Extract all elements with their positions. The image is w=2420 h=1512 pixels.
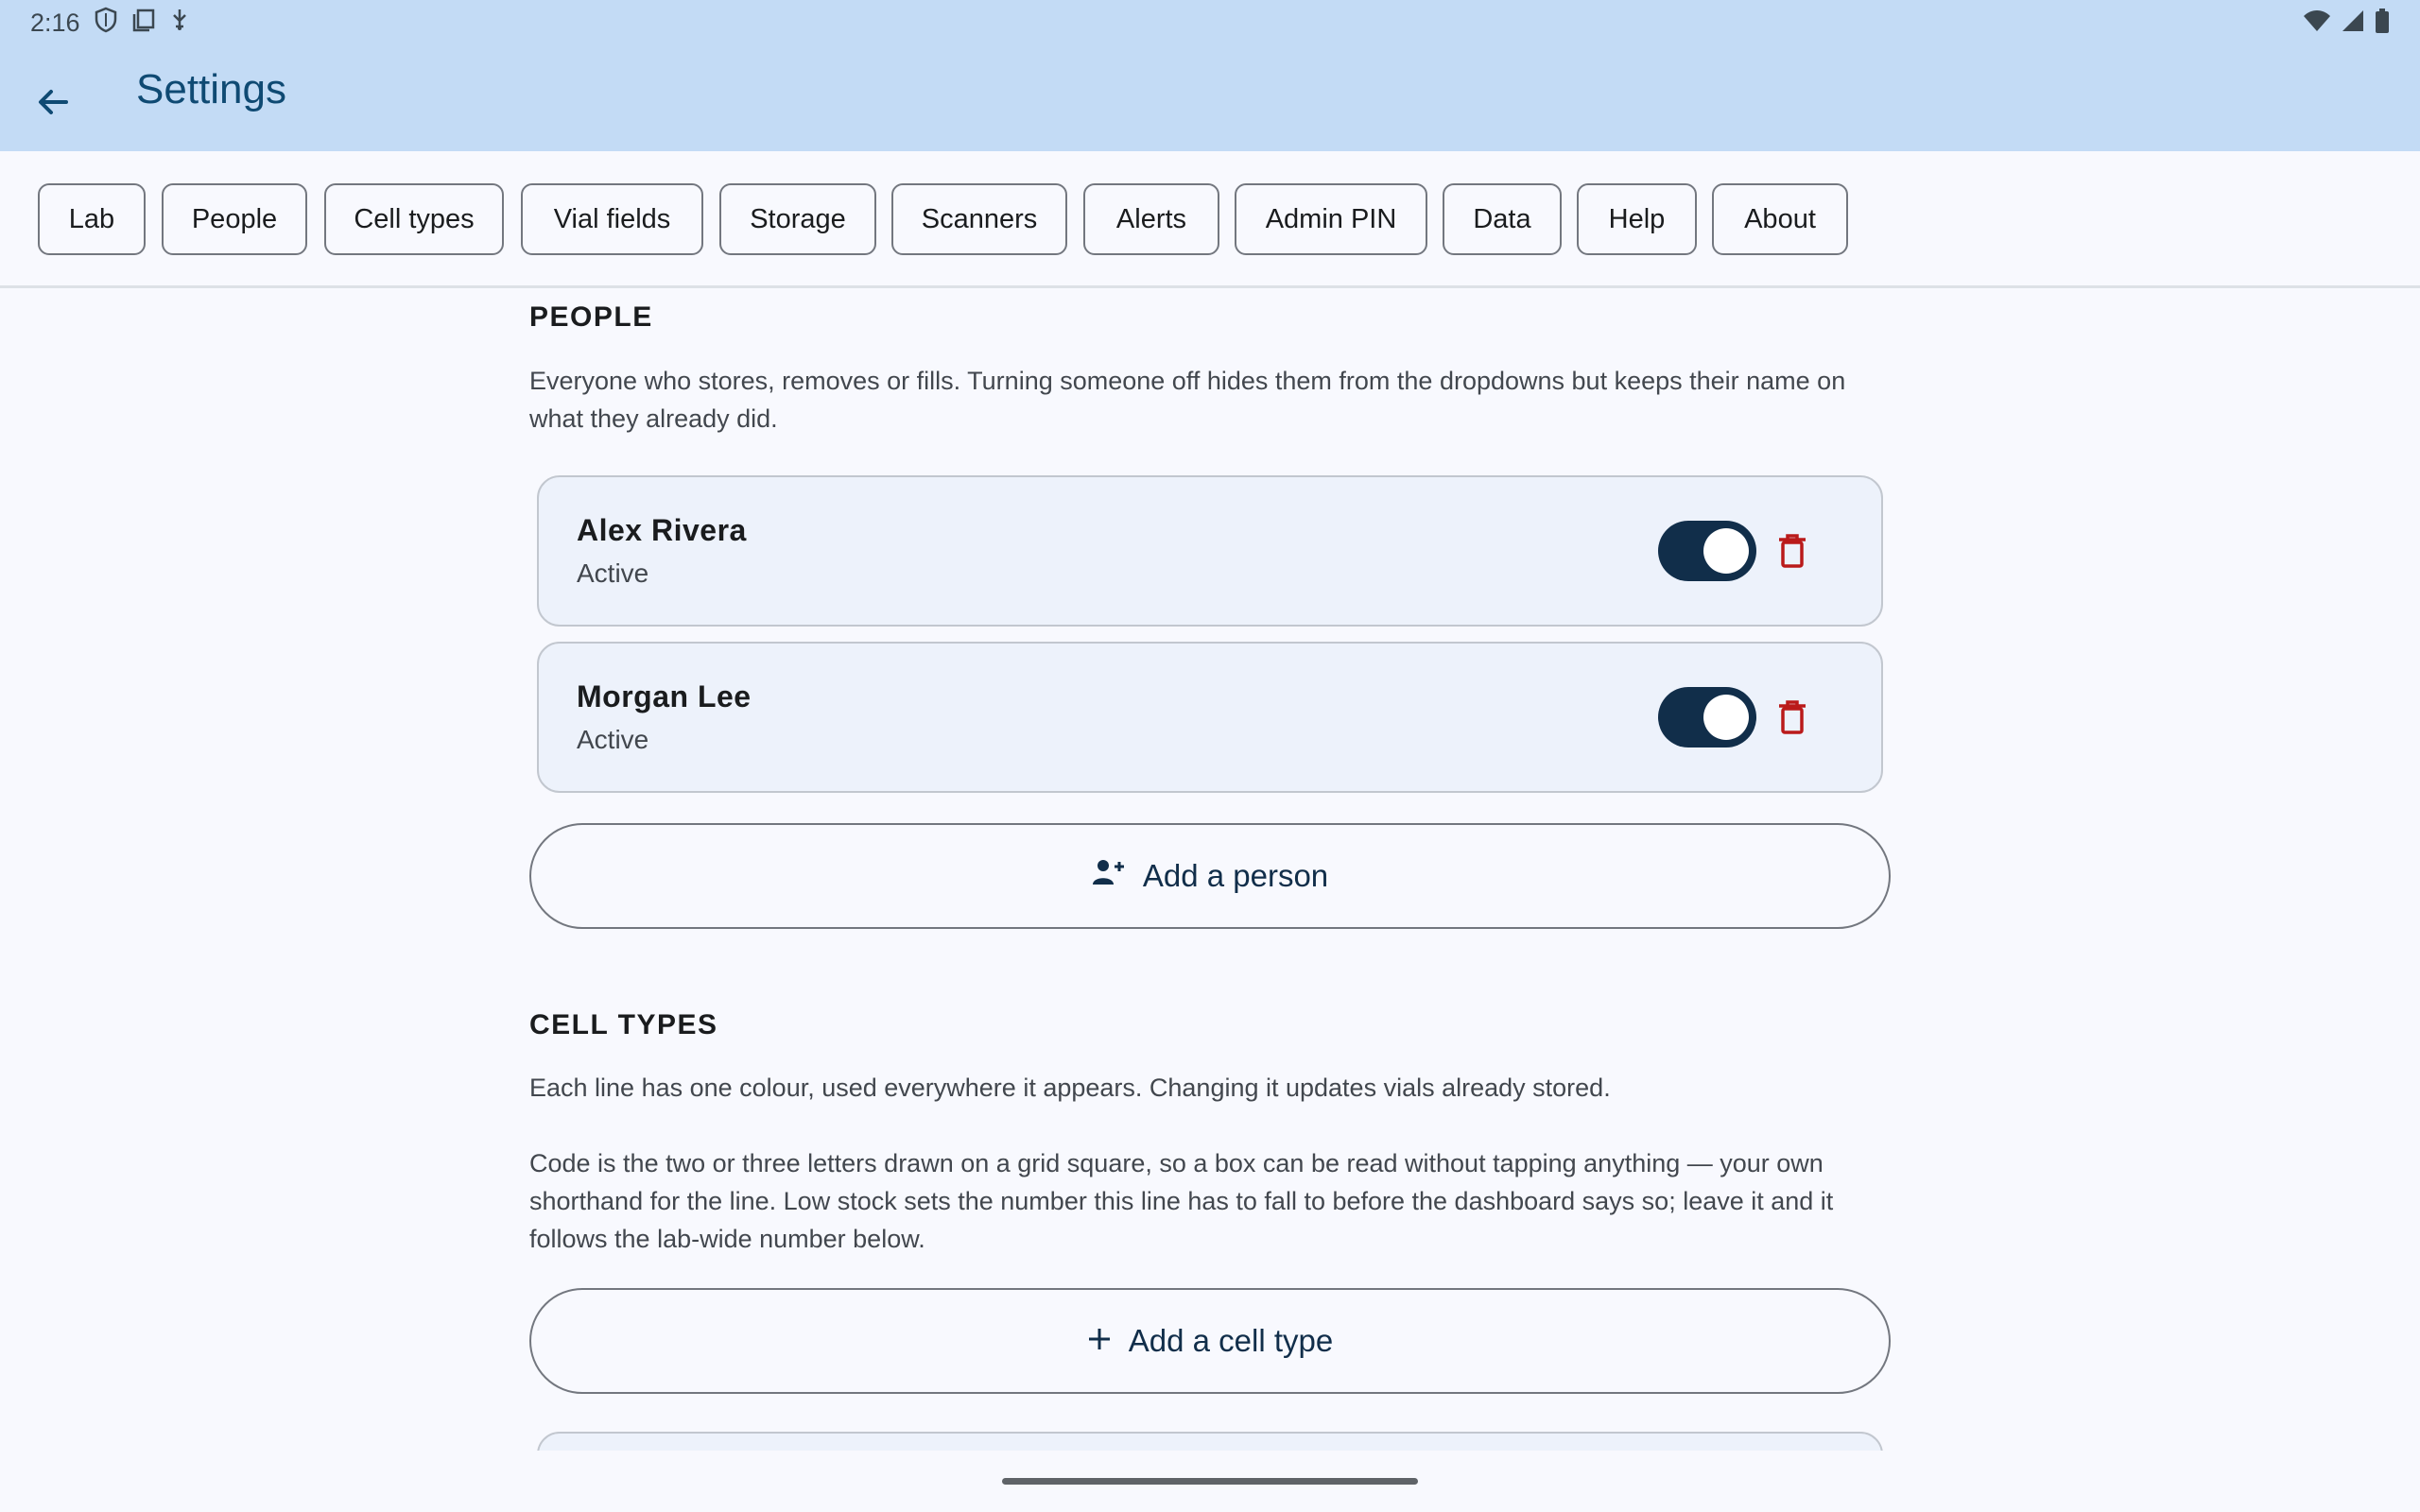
battery-icon bbox=[2375, 8, 2390, 39]
navigation-bar bbox=[0, 1451, 2420, 1512]
cell-types-section-title: CELL TYPES bbox=[529, 1009, 718, 1040]
status-bar bbox=[0, 0, 2420, 45]
tab-about[interactable]: About bbox=[1712, 183, 1848, 255]
people-section-title: PEOPLE bbox=[529, 301, 653, 333]
clipboard-icon bbox=[131, 8, 156, 39]
usb-debug-icon bbox=[169, 8, 190, 39]
people-description: Everyone who stores, removes or fills. Turning someone off hides them from the dropdowns but keeps their name on what they already did. bbox=[529, 367, 1846, 433]
add-cell-type-button[interactable] bbox=[529, 1288, 1891, 1394]
status-bar-right bbox=[2303, 8, 2390, 39]
add-person-button[interactable] bbox=[529, 823, 1891, 929]
tab-storage[interactable]: Storage bbox=[719, 183, 876, 255]
tab-cell-types[interactable]: Cell types bbox=[324, 183, 504, 255]
plus-icon bbox=[1087, 1323, 1112, 1359]
shield-icon bbox=[94, 7, 118, 40]
tab-admin-pin[interactable]: Admin PIN bbox=[1235, 183, 1427, 255]
person-status: Active bbox=[577, 725, 649, 754]
settings-content[interactable] bbox=[0, 288, 2420, 1451]
settings-tab-bar bbox=[0, 151, 2420, 288]
person-card bbox=[537, 642, 1883, 793]
signal-icon bbox=[2341, 9, 2365, 38]
delete-icon[interactable] bbox=[1768, 526, 1817, 576]
arrow-back-icon[interactable] bbox=[26, 76, 79, 129]
person-name: Alex Rivera bbox=[577, 513, 747, 547]
cell-types-description-2: Code is the two or three letters drawn on a grid square, so a box can be read without tapping anything — your own shorthand for the line. Low stock sets the number this line has to fall to before the dashboard says so; leave it and it follows the lab-wide number below. bbox=[529, 1149, 1834, 1253]
status-bar-left bbox=[30, 7, 190, 40]
wifi-icon bbox=[2303, 9, 2331, 38]
tab-help[interactable]: Help bbox=[1577, 183, 1697, 255]
home-gesture-handle[interactable] bbox=[1002, 1478, 1418, 1485]
tab-alerts[interactable]: Alerts bbox=[1083, 183, 1219, 255]
active-toggle[interactable] bbox=[1658, 687, 1756, 747]
tab-scanners[interactable]: Scanners bbox=[891, 183, 1067, 255]
tab-lab[interactable]: Lab bbox=[38, 183, 146, 255]
delete-icon[interactable] bbox=[1768, 693, 1817, 742]
active-toggle[interactable] bbox=[1658, 521, 1756, 581]
tab-data[interactable]: Data bbox=[1443, 183, 1562, 255]
tab-vial-fields[interactable]: Vial fields bbox=[521, 183, 703, 255]
cell-types-description-1: Each line has one colour, used everywhere it appears. Changing it updates vials already stored. bbox=[529, 1074, 1611, 1102]
person-card bbox=[537, 475, 1883, 627]
toggle-knob bbox=[1703, 695, 1749, 740]
add-person-label: Add a person bbox=[1142, 858, 1329, 893]
app-bar bbox=[0, 45, 2420, 151]
person-status: Active bbox=[577, 558, 649, 588]
page-title: Settings bbox=[136, 66, 286, 112]
add-cell-type-label: Add a cell type bbox=[1128, 1323, 1334, 1358]
toggle-knob bbox=[1703, 528, 1749, 574]
status-time: 2:16 bbox=[30, 8, 80, 37]
person-add-icon bbox=[1092, 858, 1126, 894]
cell-type-card bbox=[537, 1432, 1883, 1451]
person-name: Morgan Lee bbox=[577, 679, 752, 713]
tab-people[interactable]: People bbox=[162, 183, 307, 255]
